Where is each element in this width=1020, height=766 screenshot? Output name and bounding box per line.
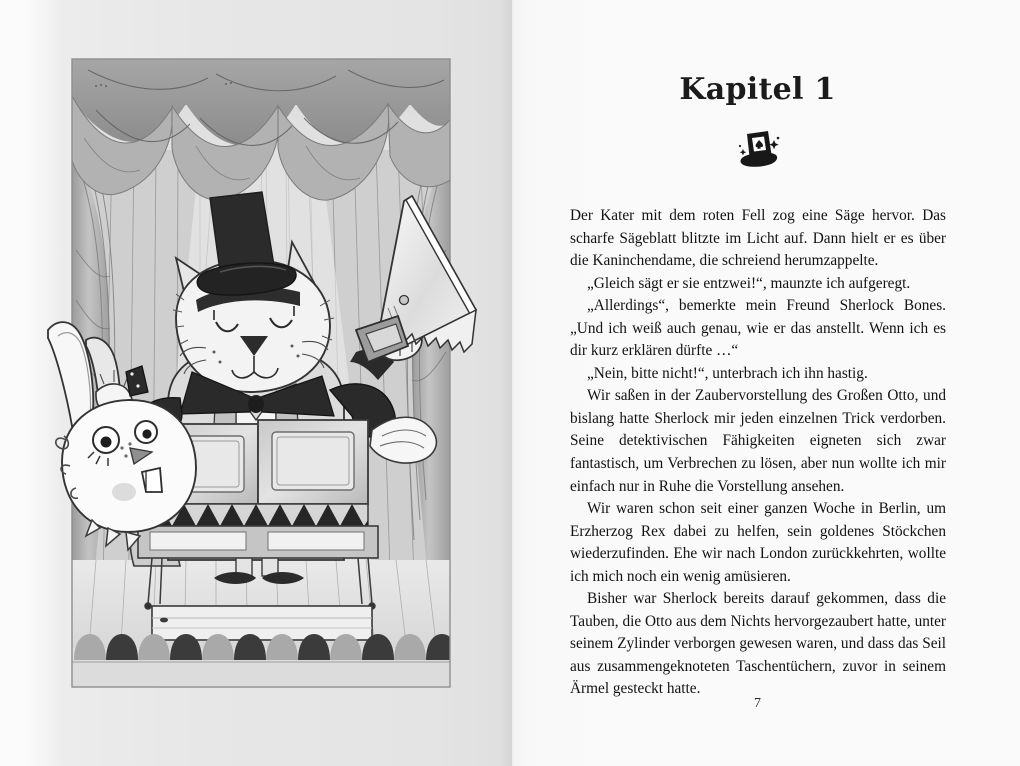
chapter-ornament	[570, 128, 945, 170]
paragraph: Wir saßen in der Zaubervorstellung des Großen Otto, und bislang hatte Sherlock mir jeden einzelnen Trick verdorben. Seine detektivischen Fähigkeiten eigneten sich zwar fantastisch, um Verbrechen zu lösen, aber nun wollte ich mir einfach nur in Ruhe die Vorstellung ansehen.	[570, 387, 946, 495]
paragraph: Wir waren schon seit einer ganzen Woche in Berlin, um Erzherzog Rex dabei zu helfen, sein goldenes Stöckchen wiederzufinden. Ehe wir nach London zurückkehrten, wollte ich mich noch ein wenig amüsieren.	[570, 500, 946, 585]
top-hat-icon	[735, 128, 781, 170]
magic-box-right	[258, 420, 368, 504]
dove-wing	[370, 417, 436, 463]
paragraph: „Gleich sägt er sie entzwei!“, maunzte ich aufgeregt.	[587, 274, 911, 292]
chapter-body-text	[570, 205, 946, 701]
paragraph: „Allerdings“, bemerkte mein Freund Sherlock Bones. „Und ich weiß auch genau, wie er das anstellt. Wenn ich es dir kurz erklären dürfte …“	[570, 297, 946, 360]
paragraph: Der Kater mit dem roten Fell zog eine Säge hervor. Das scharfe Sägeblatt blitzte im Licht auf. Dann hielt er es über die Kaninchendame, die schreiend herumzappelte.	[570, 207, 946, 270]
paragraph: „Nein, bitte nicht!“, unterbrach ich ihn hastig.	[587, 364, 868, 382]
page-number: 7	[754, 696, 761, 711]
paragraph: Bisher war Sherlock bereits darauf gekommen, dass die Tauben, die Otto aus dem Nichts hervorgezaubert hatte, unter seinem Zylinder verborgen gewesen waren, und dass das Seil aus zusammengeknoteten Taschentüchern, zuvor in seinem Ärmel gesteckt hatte.	[570, 590, 946, 698]
page-title: Kapitel 1	[679, 72, 836, 107]
